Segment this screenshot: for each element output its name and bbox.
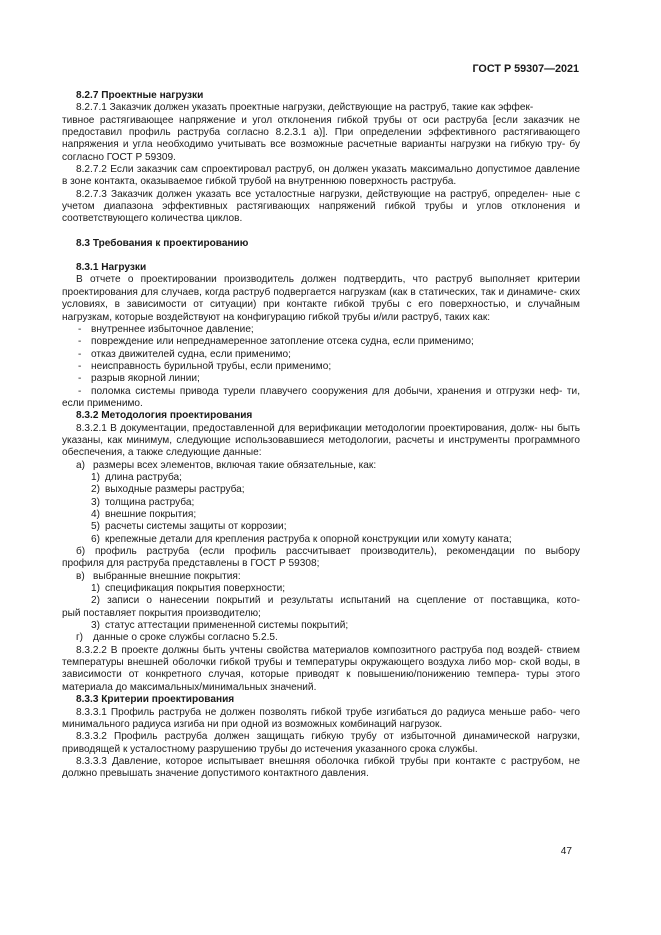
section-heading-8-3: 8.3 Требования к проектированию (76, 237, 249, 249)
list-item: - разрыв якорной линии; (78, 373, 200, 385)
paragraph-8-2-7-1-rest: тивное растягивающее напряжение и угол отклонения гибкой трубы от оси раструба [если заказчик не предоставил профиль раструба согласно 8.2.3.1 а)]. При определении эффективного растягивающего напряжения и угла необходимо учитывать все возможные расчетные варианты нагрузки на гибкую тру- бу согласно ГОСТ Р 59309. (62, 114, 580, 163)
list-item-a: а) размеры всех элементов, включая такие обязательные, как: (76, 459, 377, 471)
list-item: - отказ движителей судна, если применимо; (78, 348, 291, 360)
list-item-v-2-rest: рый поставляет покрытия производителю; (62, 607, 261, 619)
paragraph-8-2-7-2: 8.2.7.2 Если заказчик сам спроектировал раструб, он должен указать максимально допустимое давление в зоне контакта, оказываемое гибкой трубой на внутреннюю поверхность раструба. (62, 164, 580, 188)
paragraph-8-3-3-3: 8.3.3.3 Давление, которое испытывает внешняя оболочка гибкой трубы при контакте с раструбом, не должно превышать значение допустимого контактного давления. (62, 755, 580, 780)
document-body (62, 90, 580, 781)
paragraph-8-2-7-3: 8.2.7.3 Заказчик должен указать все усталостные нагрузки, действующие на раструб, определен- ные с учетом диапазона эффективных растягивающих напряжений гибкой трубы и углов отклонения и соответствующего количества циклов. (62, 188, 580, 225)
list-item-a-4: 4) внешние покрытия; (91, 509, 197, 520)
list-item: - повреждение или непреднамеренное затопление отсека судна, если применимо; (78, 336, 474, 348)
list-item-v: в) выбранные внешние покрытия: (76, 570, 241, 582)
list-item-v-2-first: 2) записи о нанесении покрытий и результаты испытаний на сцепление от поставщика, кото- (91, 595, 580, 607)
list-item-a-1: 1) длина раструба; (91, 471, 182, 483)
paragraph-8-3-3-1: 8.3.3.1 Профиль раструба не должен позволять гибкой трубе изгибаться до радиуса меньше рабо- чего минимального радиуса изгиба ни при одной из возможных комбинаций нагрузок. (62, 706, 580, 730)
list-item: - неисправность бурильной трубы, если применимо; (78, 360, 332, 372)
list-item-b-first: б) профиль раструба (если профиль рассчитывает производитель), рекомендации по выбору (76, 546, 580, 558)
section-heading-8-3-1: 8.3.1 Нагрузки (76, 262, 147, 274)
list-item-b-rest: профиля для раструба представлены в ГОСТ Р 59308; (62, 558, 320, 570)
list-item-wrapped: - поломка системы привода турели плавучего сооружения для добычи, хранения и отгрузки неф- ти, если применимо. (62, 385, 580, 409)
page-number: 47 (560, 846, 572, 857)
section-heading-8-3-2: 8.3.2 Методология проектирования (76, 410, 253, 422)
paragraph-8-3-3-2: 8.3.3.2 Профиль раструба должен защищать гибкую трубу от избыточной динамической нагрузки, приводящей к усталостному разрушению трубы до истечения указанного срока службы. (62, 731, 580, 755)
list-item-a-6: 6) крепежные детали для крепления раструба к опорной конструкции или хомуту каната; (91, 533, 512, 545)
section-heading-8-3-3: 8.3.3 Критерии проектирования (76, 694, 235, 706)
section-heading-8-2-7: 8.2.7 Проектные нагрузки (76, 90, 204, 101)
list-item-g: г) данные о сроке службы согласно 5.2.5. (76, 632, 278, 644)
paragraph-8-3-2-2: 8.3.2.2 В проекте должны быть учтены свойства материалов композитного раструба под воздей- ствием температуры внешней оболочки гибкой трубы и температуры окружающего воздуха либо мор- ской воды, в зависимости от конкретного случая, которые приводят к повышению/понижению темпера- туры этого материала до максимальных/минимальных значений. (62, 644, 580, 693)
list-item: - внутреннее избыточное давление; (78, 323, 254, 335)
paragraph-8-3-2-1: 8.3.2.1 В документации, предоставленной для верификации методологии проектирования, долж- ны быть указаны, как минимум, следующие использовавшиеся методологии, расчеты и инструменты программного обеспечения, а также следующие данные: (62, 422, 580, 459)
list-item-a-3: 3) толщина раструба; (91, 496, 195, 508)
paragraph-8-2-7-1-first: 8.2.7.1 Заказчик должен указать проектные нагрузки, действующие на раструб, такие как эффек- (76, 102, 534, 114)
list-item-a-2: 2) выходные размеры раструба; (91, 484, 245, 496)
list-item-v-1: 1) спецификация покрытия поверхности; (91, 583, 286, 595)
list-item-a-5: 5) расчеты системы защиты от коррозии; (91, 521, 287, 533)
list-item-v-3: 3) статус аттестации примененной системы покрытий; (91, 620, 349, 632)
paragraph-8-3-1: В отчете о проектировании производитель должен подтвердить, что раструб выполняет критерии проектирования для случаев, когда раструб подвергается нагрузкам (как в статических, так и динамиче- ских условиях, в зависимости от ситуации) при контакте гибкой трубы с его поверхностью, и случайным нагрузкам, которые воздействуют на конфигурацию гибкой трубы и/или раструб, таких как: (62, 274, 580, 323)
document-header: ГОСТ Р 59307—2021 (472, 63, 579, 75)
